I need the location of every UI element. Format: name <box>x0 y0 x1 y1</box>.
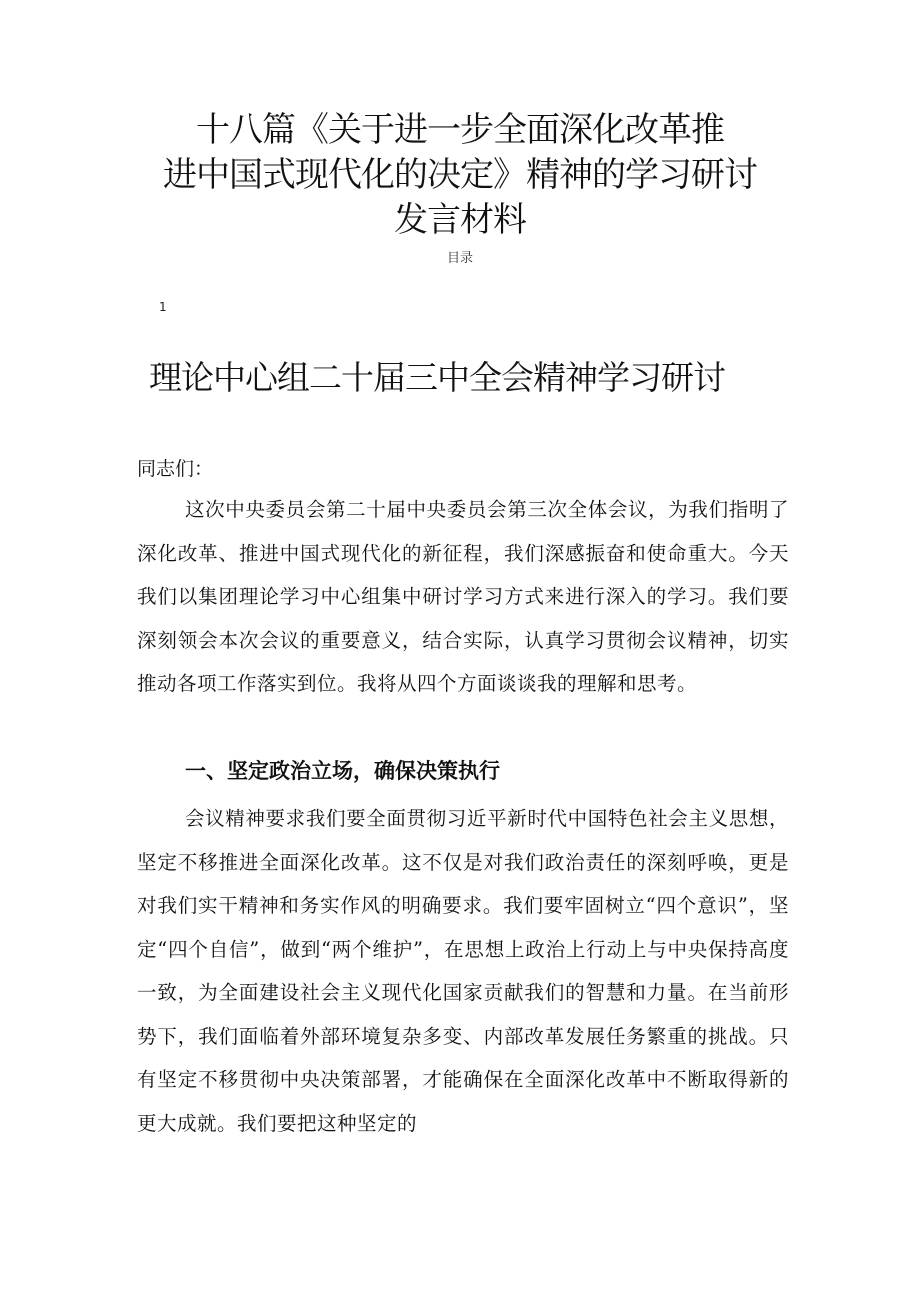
title-line-1: 十八篇《关于进一步全面深化改革推 <box>196 110 724 150</box>
paragraph-political-stance: 会议精神要求我们要全面贯彻习近平新时代中国特色社会主义思想，坚定不移推进全面深化改革。这不仅是对我们政治责任的深刻呼唤，更是对我们实干精神和务实作风的明确要求。我们要牢固树立“四个意识”，坚定“四个自信”，做到“两个维护”，在思想上政治上行动上与中央保持高度一致，为全面建设社会主义现代化国家贡献我们的智慧和力量。在当前形势下，我们面临着外部环境复杂多变、内部改革发展任务繁重的挑战。只有坚定不移贯彻中央决策部署，才能确保在全面深化改革中不断取得新的更大成就。我们要把这种坚定的 <box>137 807 789 1135</box>
section-title: 理论中心组二十届三中全会精神学习研讨 <box>149 358 725 397</box>
heading-political-stance: 一、坚定政治立场，确保决策执行 <box>185 759 500 783</box>
title-line-3: 发言材料 <box>394 200 526 240</box>
paragraph-intro: 这次中央委员会第二十届中央委员会第三次全体会议，为我们指明了深化改革、推进中国式现代化的新征程，我们深感振奋和使命重大。今天我们以集团理论学习中心组集中研讨学习方式来进行深入的学习。我们要深刻领会本次会议的重要意义，结合实际，认真学习贯彻会议精神，切实推动各项工作落实到位。我将从四个方面谈谈我的理解和思考。 <box>137 498 789 695</box>
title-line-2: 进中国式现代化的决定》精神的学习研讨 <box>163 155 757 195</box>
toc-label: 目录 <box>446 251 473 266</box>
salutation: 同志们： <box>137 458 214 480</box>
document-title <box>0 108 920 243</box>
toc-number: 1 <box>159 300 167 314</box>
